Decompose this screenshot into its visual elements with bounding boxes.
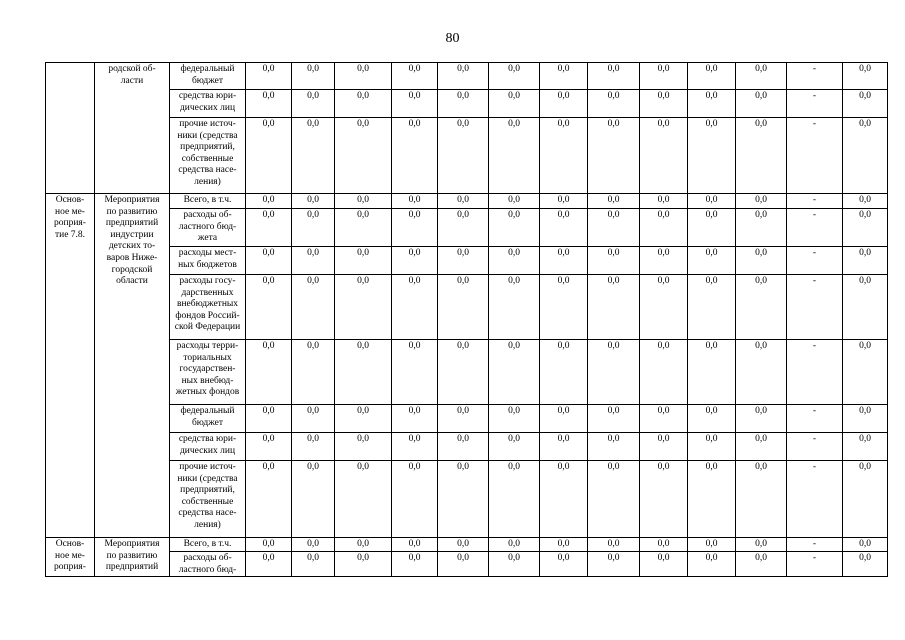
value-cell: 0,0 xyxy=(736,194,787,209)
funding-source-label: средства юри- дических лиц xyxy=(170,433,246,461)
value-cell: 0,0 xyxy=(438,538,489,552)
value-cell: 0,0 xyxy=(392,118,438,194)
value-cell: 0,0 xyxy=(489,340,540,405)
value-cell: 0,0 xyxy=(292,433,335,461)
value-cell: 0,0 xyxy=(292,275,335,340)
value-cell: 0,0 xyxy=(736,275,787,340)
value-cell: 0,0 xyxy=(392,90,438,118)
value-cell: 0,0 xyxy=(438,461,489,538)
value-cell: 0,0 xyxy=(438,275,489,340)
value-cell: 0,0 xyxy=(688,247,736,275)
value-cell: 0,0 xyxy=(246,90,292,118)
value-cell: 0,0 xyxy=(640,275,688,340)
value-cell: - xyxy=(787,552,843,577)
value-cell: 0,0 xyxy=(640,118,688,194)
value-cell: - xyxy=(787,405,843,433)
value-cell: 0,0 xyxy=(688,552,736,577)
value-cell: 0,0 xyxy=(736,118,787,194)
value-cell: - xyxy=(787,63,843,90)
funding-source-label: Всего, в т.ч. xyxy=(170,194,246,209)
activity-number xyxy=(46,63,95,194)
value-cell: 0,0 xyxy=(335,340,392,405)
value-cell: 0,0 xyxy=(438,90,489,118)
value-cell: 0,0 xyxy=(688,405,736,433)
value-cell: 0,0 xyxy=(540,63,588,90)
value-cell: 0,0 xyxy=(588,538,640,552)
value-cell: 0,0 xyxy=(392,340,438,405)
value-cell: 0,0 xyxy=(588,405,640,433)
value-cell: 0,0 xyxy=(540,405,588,433)
value-cell: 0,0 xyxy=(392,538,438,552)
value-cell: 0,0 xyxy=(843,209,888,247)
value-cell: - xyxy=(787,538,843,552)
funding-source-label: федеральный бюджет xyxy=(170,405,246,433)
funding-source-label: прочие источ- ники (средства предприятий, собственные средства насе- ления) xyxy=(170,118,246,194)
value-cell: 0,0 xyxy=(489,118,540,194)
value-cell: 0,0 xyxy=(438,247,489,275)
value-cell: 0,0 xyxy=(392,433,438,461)
table-row xyxy=(46,433,888,461)
value-cell: 0,0 xyxy=(588,461,640,538)
value-cell: 0,0 xyxy=(489,552,540,577)
value-cell: 0,0 xyxy=(246,340,292,405)
value-cell: 0,0 xyxy=(588,209,640,247)
value-cell: 0,0 xyxy=(736,340,787,405)
table-row xyxy=(46,538,888,552)
value-cell: 0,0 xyxy=(588,340,640,405)
value-cell: 0,0 xyxy=(438,433,489,461)
value-cell: 0,0 xyxy=(688,194,736,209)
value-cell: 0,0 xyxy=(335,552,392,577)
value-cell: 0,0 xyxy=(438,340,489,405)
value-cell: 0,0 xyxy=(489,194,540,209)
value-cell: 0,0 xyxy=(540,90,588,118)
value-cell: 0,0 xyxy=(688,63,736,90)
value-cell: 0,0 xyxy=(438,552,489,577)
value-cell: 0,0 xyxy=(335,405,392,433)
value-cell: 0,0 xyxy=(292,209,335,247)
value-cell: 0,0 xyxy=(736,433,787,461)
value-cell: 0,0 xyxy=(588,433,640,461)
value-cell: 0,0 xyxy=(843,552,888,577)
value-cell: 0,0 xyxy=(843,118,888,194)
value-cell: 0,0 xyxy=(588,247,640,275)
value-cell: 0,0 xyxy=(392,194,438,209)
value-cell: 0,0 xyxy=(246,552,292,577)
value-cell: 0,0 xyxy=(292,90,335,118)
table-row xyxy=(46,247,888,275)
value-cell: 0,0 xyxy=(736,90,787,118)
value-cell: 0,0 xyxy=(335,461,392,538)
value-cell: 0,0 xyxy=(843,340,888,405)
value-cell: 0,0 xyxy=(688,340,736,405)
value-cell: 0,0 xyxy=(640,461,688,538)
value-cell: - xyxy=(787,433,843,461)
value-cell: 0,0 xyxy=(292,118,335,194)
value-cell: 0,0 xyxy=(246,275,292,340)
value-cell: - xyxy=(787,209,843,247)
funding-source-label: федеральный бюджет xyxy=(170,63,246,90)
value-cell: 0,0 xyxy=(588,63,640,90)
value-cell: - xyxy=(787,118,843,194)
value-cell: 0,0 xyxy=(246,461,292,538)
value-cell: 0,0 xyxy=(335,90,392,118)
value-cell: 0,0 xyxy=(438,118,489,194)
value-cell: 0,0 xyxy=(843,63,888,90)
value-cell: - xyxy=(787,461,843,538)
value-cell: 0,0 xyxy=(335,194,392,209)
value-cell: 0,0 xyxy=(246,405,292,433)
value-cell: 0,0 xyxy=(640,340,688,405)
funding-source-label: прочие источ- ники (средства предприятий, собственные средства насе- ления) xyxy=(170,461,246,538)
table-row xyxy=(46,63,888,90)
value-cell: 0,0 xyxy=(588,275,640,340)
value-cell: 0,0 xyxy=(688,118,736,194)
value-cell: 0,0 xyxy=(335,209,392,247)
value-cell: 0,0 xyxy=(246,209,292,247)
value-cell: 0,0 xyxy=(438,209,489,247)
value-cell: 0,0 xyxy=(489,247,540,275)
value-cell: 0,0 xyxy=(640,433,688,461)
value-cell: 0,0 xyxy=(736,461,787,538)
value-cell: 0,0 xyxy=(489,63,540,90)
value-cell: 0,0 xyxy=(292,247,335,275)
value-cell: 0,0 xyxy=(640,552,688,577)
value-cell: 0,0 xyxy=(292,461,335,538)
table-row xyxy=(46,405,888,433)
value-cell: 0,0 xyxy=(588,118,640,194)
value-cell: 0,0 xyxy=(540,340,588,405)
value-cell: 0,0 xyxy=(540,118,588,194)
value-cell: 0,0 xyxy=(438,63,489,90)
value-cell: 0,0 xyxy=(588,552,640,577)
value-cell: 0,0 xyxy=(246,247,292,275)
value-cell: 0,0 xyxy=(540,461,588,538)
table-row xyxy=(46,118,888,194)
activity-number: Основ- ное ме- роприя- тие 7.8. xyxy=(46,194,95,538)
value-cell: 0,0 xyxy=(843,90,888,118)
value-cell: 0,0 xyxy=(640,405,688,433)
activity-name: Мероприятия по развитию предприятий xyxy=(95,538,170,577)
value-cell: 0,0 xyxy=(540,247,588,275)
value-cell: 0,0 xyxy=(335,433,392,461)
value-cell: 0,0 xyxy=(688,90,736,118)
value-cell: 0,0 xyxy=(246,118,292,194)
value-cell: 0,0 xyxy=(843,405,888,433)
value-cell: 0,0 xyxy=(438,194,489,209)
funding-source-label: расходы об- ластного бюд- xyxy=(170,552,246,577)
value-cell: 0,0 xyxy=(335,63,392,90)
value-cell: 0,0 xyxy=(335,118,392,194)
activity-name: Мероприятия по развитию предприятий индустрии детских то- варов Ниже- городской области xyxy=(95,194,170,538)
funding-source-label: расходы об- ластного бюд- жета xyxy=(170,209,246,247)
table-row xyxy=(46,275,888,340)
funding-source-label: средства юри- дических лиц xyxy=(170,90,246,118)
value-cell: 0,0 xyxy=(392,275,438,340)
funding-source-label: расходы терри- ториальных государствен- ных внебюд- жетных фондов xyxy=(170,340,246,405)
funding-source-label: Всего, в т.ч. xyxy=(170,538,246,552)
value-cell: 0,0 xyxy=(392,405,438,433)
value-cell: 0,0 xyxy=(489,461,540,538)
value-cell: 0,0 xyxy=(292,63,335,90)
funding-source-label: расходы мест- ных бюджетов xyxy=(170,247,246,275)
value-cell: 0,0 xyxy=(292,194,335,209)
value-cell: 0,0 xyxy=(489,209,540,247)
value-cell: 0,0 xyxy=(489,90,540,118)
value-cell: 0,0 xyxy=(489,275,540,340)
value-cell: - xyxy=(787,90,843,118)
funding-source-label: расходы госу- дарственных внебюджетных фондов Россий- ской Федерации xyxy=(170,275,246,340)
table-body xyxy=(46,63,888,577)
value-cell: 0,0 xyxy=(588,194,640,209)
value-cell: - xyxy=(787,275,843,340)
value-cell: 0,0 xyxy=(392,247,438,275)
value-cell: 0,0 xyxy=(438,405,489,433)
value-cell: 0,0 xyxy=(335,538,392,552)
value-cell: 0,0 xyxy=(246,63,292,90)
table-row xyxy=(46,461,888,538)
value-cell: 0,0 xyxy=(335,275,392,340)
value-cell: 0,0 xyxy=(688,461,736,538)
budget-table xyxy=(45,62,888,577)
value-cell: 0,0 xyxy=(843,433,888,461)
value-cell: 0,0 xyxy=(540,433,588,461)
value-cell: 0,0 xyxy=(392,209,438,247)
value-cell: - xyxy=(787,247,843,275)
value-cell: 0,0 xyxy=(640,90,688,118)
value-cell: 0,0 xyxy=(640,194,688,209)
value-cell: 0,0 xyxy=(540,538,588,552)
value-cell: 0,0 xyxy=(843,247,888,275)
value-cell: 0,0 xyxy=(540,194,588,209)
value-cell: 0,0 xyxy=(688,275,736,340)
value-cell: 0,0 xyxy=(688,209,736,247)
value-cell: 0,0 xyxy=(736,538,787,552)
table-row xyxy=(46,340,888,405)
value-cell: - xyxy=(787,194,843,209)
value-cell: 0,0 xyxy=(540,209,588,247)
table-row xyxy=(46,90,888,118)
value-cell: 0,0 xyxy=(392,552,438,577)
value-cell: 0,0 xyxy=(588,90,640,118)
page-number: 80 xyxy=(445,31,460,46)
activity-number: Основ- ное ме- роприя- xyxy=(46,538,95,577)
value-cell: 0,0 xyxy=(736,209,787,247)
value-cell: 0,0 xyxy=(246,538,292,552)
value-cell: 0,0 xyxy=(292,538,335,552)
value-cell: 0,0 xyxy=(489,405,540,433)
table-row xyxy=(46,209,888,247)
value-cell: 0,0 xyxy=(540,552,588,577)
value-cell: 0,0 xyxy=(489,538,540,552)
table-row xyxy=(46,552,888,577)
value-cell: 0,0 xyxy=(246,433,292,461)
value-cell: 0,0 xyxy=(736,63,787,90)
value-cell: 0,0 xyxy=(736,405,787,433)
value-cell: 0,0 xyxy=(640,538,688,552)
value-cell: 0,0 xyxy=(843,538,888,552)
value-cell: 0,0 xyxy=(736,247,787,275)
value-cell: 0,0 xyxy=(335,247,392,275)
table-row xyxy=(46,194,888,209)
value-cell: 0,0 xyxy=(640,247,688,275)
value-cell: 0,0 xyxy=(843,461,888,538)
value-cell: 0,0 xyxy=(392,63,438,90)
value-cell: 0,0 xyxy=(843,275,888,340)
value-cell: 0,0 xyxy=(540,275,588,340)
value-cell: 0,0 xyxy=(843,194,888,209)
value-cell: 0,0 xyxy=(292,405,335,433)
value-cell: 0,0 xyxy=(292,340,335,405)
activity-name: родской об- ласти xyxy=(95,63,170,194)
value-cell: 0,0 xyxy=(688,433,736,461)
value-cell: 0,0 xyxy=(688,538,736,552)
value-cell: 0,0 xyxy=(640,209,688,247)
value-cell: 0,0 xyxy=(392,461,438,538)
value-cell: 0,0 xyxy=(489,433,540,461)
value-cell: 0,0 xyxy=(736,552,787,577)
value-cell: 0,0 xyxy=(640,63,688,90)
value-cell: 0,0 xyxy=(292,552,335,577)
value-cell: - xyxy=(787,340,843,405)
value-cell: 0,0 xyxy=(246,194,292,209)
